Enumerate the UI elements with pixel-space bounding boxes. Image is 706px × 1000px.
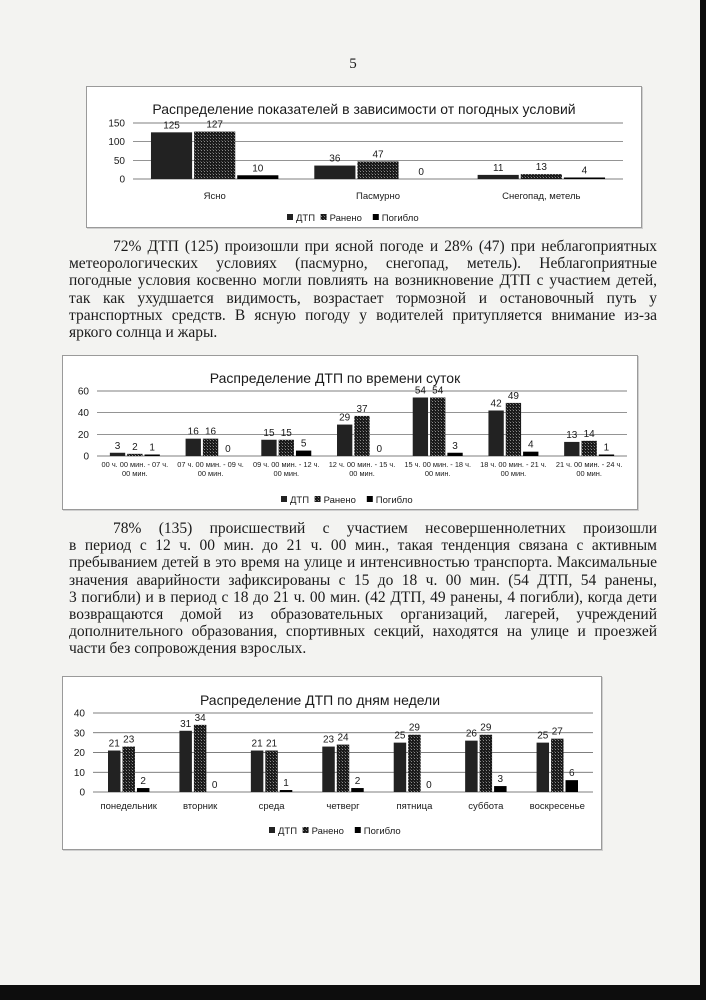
legend-label: Погибло [363,826,401,837]
bar-ранено [337,745,349,792]
scan-edge-bottom [0,985,706,1000]
paragraph-line: транспортных средств. В ясную погоду у водителей притупляется внимание из-за [69,306,657,324]
y-tick-label: 20 [73,748,85,759]
y-tick-label: 0 [119,174,125,186]
category-label: 00 мин. [122,469,148,478]
data-label: 42 [490,398,502,410]
category-label: вторник [182,801,218,812]
paragraph-line: метеорологических условиях (пасмурно, снегопад, метель). Неблагоприятные [69,255,657,273]
weather-chart-svg [87,87,641,227]
weekday-chart [62,676,602,850]
data-label: 16 [187,426,199,438]
legend-label: Ранено [311,826,344,837]
bar-ранено [521,174,562,179]
bar-погибло [564,178,605,180]
data-label: 0 [418,167,424,178]
weather-chart [86,86,642,228]
legend-label: Погибло [381,213,419,224]
paragraph-line: значения аварийности зафиксированы с 15 до 18 ч. 00 мин. (54 ДТП, 54 ранены, [69,571,657,589]
data-label: 4 [581,165,588,177]
y-tick-label: 50 [113,155,125,167]
category-label: пятница [396,801,433,812]
y-tick-label: 0 [79,787,85,799]
data-label: 23 [123,734,135,746]
scan-edge-right [700,0,706,1000]
page-number: 5 [349,56,357,72]
bar-дтп [314,166,355,179]
y-tick-label: 10 [73,767,85,779]
bar-ранено [203,439,218,456]
bar-дтп [537,743,549,792]
time-of-day-chart [62,355,638,510]
category-label: 00 мин. [576,469,602,478]
bar-погибло [296,451,311,456]
data-label: 2 [132,441,138,453]
bar-дтп [322,747,334,792]
bar-погибло [523,452,538,456]
data-label: 0 [225,444,231,455]
y-tick-label: 30 [73,728,85,740]
bar-погибло [351,788,363,792]
y-tick-label: 150 [108,118,125,130]
chart-title: Распределение показателей в зависимости от погодных условий [152,101,576,117]
bar-дтп [337,425,352,456]
bar-погибло [447,453,462,456]
data-label: 37 [356,403,368,415]
data-label: 13 [566,429,578,441]
legend-label: Погибло [375,495,413,506]
bar-дтп [394,743,406,792]
category-label: среда [258,801,285,812]
bar-дтп [110,453,125,456]
data-label: 2 [354,776,361,788]
bar-ранено [408,735,420,792]
category-label: 07 ч. 00 мин. - 09 ч. [177,460,244,469]
data-label: 125 [163,120,180,132]
paragraph-line: 78% (135) происшествий с участием несовершеннолетних произошли [113,520,657,537]
bar-дтп [564,442,579,456]
legend-swatch [287,214,293,220]
bar-ранено [127,454,142,456]
legend-swatch [315,496,321,502]
bar-погибло [137,788,149,792]
data-label: 47 [372,149,384,161]
legend-label: Ранено [329,213,362,224]
bar-ранено [551,739,563,792]
data-label: 2 [140,776,146,788]
category-label: 00 мин. [273,469,300,478]
data-label: 5 [300,438,307,450]
bar-ранено [581,441,596,456]
data-label: 27 [551,726,563,738]
data-label: 54 [414,385,426,397]
data-label: 3 [452,440,458,452]
data-label: 34 [194,712,206,724]
bar-дтп [251,751,263,792]
category-label: четверг [326,801,360,812]
legend-label: ДТП [296,213,316,224]
bar-дтп [186,439,201,456]
data-label: 36 [329,153,341,165]
category-label: 09 ч. 00 мин. - 12 ч. [252,460,320,469]
y-tick-label: 20 [77,429,89,441]
legend-swatch [269,827,275,833]
legend-label: Ранено [323,495,356,506]
data-label: 15 [263,427,275,439]
weather-paragraph [69,238,657,341]
time-of-day-chart-svg [63,356,637,509]
legend-swatch [281,496,287,502]
paragraph-line: 3 погибли) и в период с 18 до 21 ч. 00 мин. (42 ДТП, 49 ранены, 4 погибли), когда дети [69,588,657,606]
data-label: 4 [527,439,534,451]
data-label: 25 [537,730,549,742]
data-label: 6 [568,768,575,780]
paragraph-line: яркого солнца и жары. [69,324,218,342]
data-label: 54 [432,385,444,397]
bar-ранено [506,403,521,456]
data-label: 16 [205,426,217,438]
legend-label: ДТП [290,495,310,506]
bar-погибло [494,786,506,792]
data-label: 1 [603,442,610,454]
data-label: 26 [465,728,477,740]
category-label: понедельник [100,801,157,812]
bar-ранено [279,440,294,456]
category-label: суббота [468,801,504,812]
bar-погибло [237,175,278,179]
category-label: Ясно [203,191,226,202]
y-tick-label: 100 [108,137,125,149]
data-label: 1 [283,778,289,790]
legend-swatch [303,827,309,833]
time-of-day-paragraph [69,520,657,658]
bar-дтп [179,731,191,792]
data-label: 29 [480,722,492,734]
legend-swatch [373,214,379,220]
bar-ранено [354,416,369,456]
category-label: 21 ч. 00 мин. - 24 ч. [555,460,623,469]
paragraph-line: пребыванием детей в это время на улице и интенсивностью транспорта. Максимальные [69,554,657,572]
category-label: 00 мин. [500,469,527,478]
legend-swatch [321,214,327,220]
legend-swatch [367,496,373,502]
data-label: 14 [583,428,595,440]
category-label: 00 ч. 00 мин. - 07 ч. [101,460,169,469]
data-label: 0 [426,780,432,791]
paragraph-line: части без сопровождения взрослых. [69,640,307,658]
paragraph-line: возвращаются домой из образовательных организаций, лагерей, учреждений [69,606,657,624]
category-label: 18 ч. 00 мин. - 21 ч. [480,460,547,469]
bar-ранено [194,725,206,792]
data-label: 10 [252,163,264,175]
category-label: Пасмурно [356,191,400,202]
data-label: 3 [497,774,504,786]
chart-title: Распределение ДТП по дням недели [199,692,441,708]
data-label: 1 [149,442,155,454]
bar-погибло [566,780,578,792]
bar-дтп [151,132,192,179]
data-label: 0 [376,444,383,455]
bar-ранено [194,132,235,179]
paragraph-line: 72% ДТП (125) произошли при ясной погоде и 28% (47) при неблагоприятных [113,238,657,255]
data-label: 23 [322,734,335,746]
bar-погибло [280,790,292,792]
bar-погибло [145,455,160,457]
paragraph-line: дополнительного образования, спортивных секций, находятся на улице и проезжей [69,623,657,641]
bar-дтп [478,175,519,179]
y-tick-label: 0 [83,451,89,463]
data-label: 24 [337,732,349,744]
data-label: 21 [266,738,278,750]
y-tick-label: 40 [77,408,89,420]
bar-ранено [122,747,134,792]
paragraph-line: в период с 12 ч. 00 мин. до 21 ч. 00 мин., такая тенденция связана с активным [69,537,657,555]
data-label: 11 [493,162,504,174]
bar-дтп [488,411,503,457]
bar-дтп [413,398,428,457]
data-label: 0 [211,780,218,791]
category-label: 00 мин. [197,469,224,478]
data-label: 31 [180,718,192,730]
data-label: 3 [114,440,121,452]
bar-ранено [265,751,277,792]
data-label: 21 [251,738,263,750]
weekday-chart-svg [63,677,601,849]
data-label: 15 [280,427,292,439]
legend-swatch [355,827,361,833]
category-label: воскресенье [529,801,585,812]
y-tick-label: 60 [77,386,89,398]
data-label: 127 [206,119,224,131]
category-label: Снегопад, метель [502,191,581,202]
data-label: 29 [408,722,420,734]
data-label: 13 [535,162,547,174]
chart-title: Распределение ДТП по времени суток [209,370,461,386]
y-tick-label: 40 [73,708,85,720]
bar-дтп [261,440,276,456]
bar-ранено [357,161,398,179]
bar-дтп [108,751,120,792]
paragraph-line: так как ухудшается видимость, возрастает тормозной и остановочный путь у [69,289,657,307]
paragraph-line: погодные условия косвенно могли повлиять на возникновение ДТП с участием детей, [69,272,657,290]
data-label: 29 [339,412,351,424]
bar-ранено [480,735,492,792]
bar-погибло [599,455,614,457]
category-label: 15 ч. 00 мин. - 18 ч. [404,460,472,469]
legend-label: ДТП [278,826,298,837]
data-label: 49 [507,390,519,402]
bar-дтп [465,741,477,792]
category-label: 00 мин. [424,469,451,478]
category-label: 12 ч. 00 мин. - 15 ч. [328,460,396,469]
data-label: 21 [108,738,120,750]
category-label: 00 мин. [349,469,375,478]
bar-ранено [430,398,445,457]
data-label: 25 [394,730,406,742]
